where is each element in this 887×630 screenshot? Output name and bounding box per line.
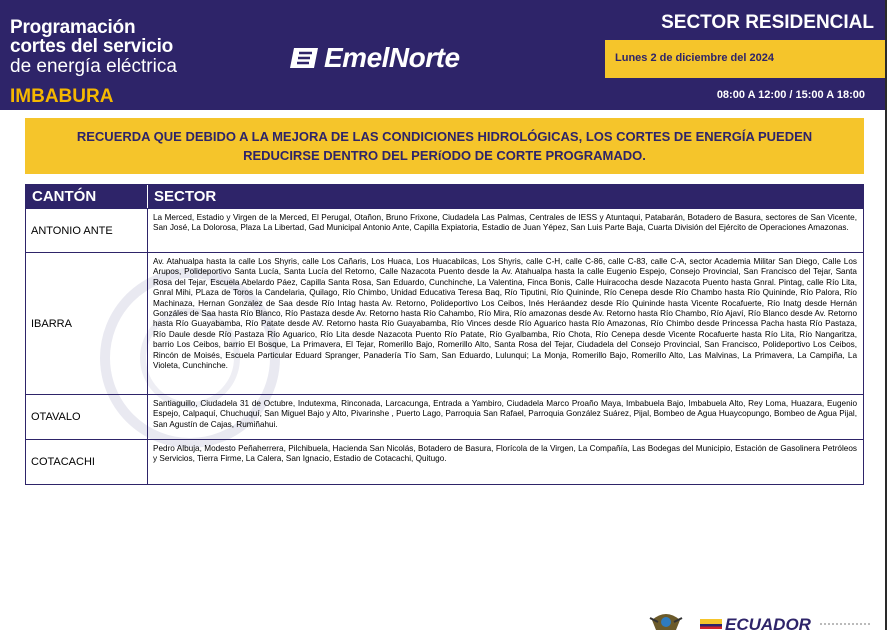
sector-cell: Santiaguillo, Ciudadela 31 de Octubre, Indutexma, Rinconada, Larcacunga, Entrada a Yambiro, Ciudadela Marco Proaño Maya, Imbabuela Bajo, Imbabuela Alto, Rey Loma, Huazara, Eugenio Espejo, Calpaquí, Chuchuquí, San Miguel Bajo y Alto, Pivarinshe , Puerto Lago, Parroquia San Rafael, Parroquia González Suárez, Pijal, Bombeo de Agua Huaycopungo, Bombeo de Agua Pijal, San Agustín de Cajas, Rumiñahui. bbox=[153, 399, 857, 429]
notice-banner bbox=[25, 118, 864, 174]
notice-text: RECUERDA QUE DEBIDO A LA MEJORA DE LAS CONDICIONES HIDROLÓGICAS, LOS CORTES DE ENERGÍA PUEDEN REDUCIRSE DENTRO DEL PERíODO DE CORTE PROGRAMADO. bbox=[76, 129, 813, 163]
table-row bbox=[26, 439, 863, 484]
brand-name: EmelNorte bbox=[324, 42, 460, 73]
emelnorte-logo bbox=[290, 42, 460, 74]
canton-cell: COTACACHI bbox=[26, 440, 148, 484]
ecuador-brand-text: ECUADOR bbox=[725, 615, 811, 630]
table-row bbox=[26, 394, 863, 439]
date-label: Lunes 2 de diciembre del 2024 bbox=[605, 40, 887, 78]
sector-cell: Pedro Albuja, Modesto Peñaherrera, Pilchibuela, Hacienda San Nicolás, Botadero de Basura, Florícola de la Virgen, La Compañía, Las Bodegas del Municipio, Estación de Gasolinera Petróleos y Servicios, Tierra Firme, La Calera, San Ignacio, Estadio de Cotacachi, Quitugo. bbox=[153, 444, 857, 464]
column-header-sector: SECTOR bbox=[154, 188, 217, 205]
schedule-title bbox=[10, 18, 177, 76]
table-header bbox=[26, 185, 863, 208]
canton-cell: ANTONIO ANTE bbox=[26, 209, 148, 252]
canton-cell: OTAVALO bbox=[26, 395, 148, 439]
column-header-canton: CANTÓN bbox=[26, 185, 148, 208]
header-banner bbox=[0, 0, 887, 110]
table-row bbox=[26, 208, 863, 252]
province-label: IMBABURA bbox=[10, 86, 114, 107]
sector-cell: La Merced, Estadio y Virgen de la Merced, El Perugal, Otañon, Bruno Frixone, Ciudadela Las Palmas, Centrales de IESS y Atuntaqui, Patabarán, Botadero de Basura, sectores de San Vicente, San José, La Dolorosa, Plaza La Libertad, Gad Municipal Antonio Ante, Capilla Expiatoria, Estadio de Juan Yépez, San Luis Parte Baja, Cuarta División del Ejército de Operaciones Amazonas. bbox=[153, 213, 857, 233]
title-line-3: de energía eléctrica bbox=[10, 56, 177, 77]
title-line-1: Programación bbox=[10, 17, 136, 38]
canton-cell: IBARRA bbox=[26, 253, 148, 394]
ecuador-flag-icon bbox=[700, 619, 722, 629]
ecuador-logo bbox=[700, 615, 811, 630]
sector-cell: Av. Atahualpa hasta la calle Los Shyris, calle Los Cañaris, Los Huaca, Los Huacabilcas, Los Shyris, calle C-H, calle C-86, calle C-83, calle C-A, sector Academia Militar San Diego, Calle Los Arupos, Polideportivo Santa Lucía, Santa Lucía del Retorno, Calle Nazacota Puento desde la Av. Atahualpa hasta la calle Eugenio Espejo, Consejo Provincial, San Francisco del Tejar, Santa Rosa del Tejar, Escuela Abelardo Páez, Capilla Santa Rosa, San Eduardo, Cunchinche, La Valentina, Finca Bonis, Calle Huiracocha desde Nazacota Puento hasta Gnral. Pintag, calle Río Lita, Gnral Mihi, PLaza de Toros la Candelaria, Quilago, Río Chimbo, Unidad Educativa Teresa Baq, Río Tiputini, Río Quininde, Río Cenepa desde Río Chambo hasta Río Quininde, Río Palora, Río Machinaza, Hernan Gonzalez de Saa desde Río Intag hasta Av. Retorno, Polideportivo Los Ceibos, Inés Heráandez desde Río Quininde hasta Vicente Rocafuerte, Río Inatg desde Hernán Gonzáles de Saa hasta Río Blanco, Río Pastaza desde Av. Retorno hasta Río Cahambo, Río Mira, Río amazonas desde Av. Retorno hasta Río Chambo, Río Ajaví, Río Blanco desde Av. Retorno hasta Río Guayabamba, Río Patate desde AV. Retorno hasta Río Guayabamba, Río Vinces desde Río Aguarico hasta Río Amazonas, Río Chimbo desde Princessa Pacha hasta Río Pastaza, Río Daule desde Río Pastaza Río Aguarico, Río Lita desde Nazacota Puento Río Patate, Río Gyalbamba, Río Chota, Río Cenepa desde Vicente Rocafuerte hasta Río Lita, Río Nangaritza, barrio Los Ceibos, barrio El Bosque, La Primavera, El Tejar, Romerillo Bajo, Romerillo Alto, Santa Rosa del Tejar, Ciudadela del Consejo Provincial, San Francisco, Polideportivo Los Ceibos, Rincón de Moisés, Escuela Particular Eduard Spranger, Panadería Tío Sam, San Eduardo, Lulunqui; La Monja, Romerillo Bajo, Romerillo Alto, Las Malvinas, La Primavera, La Campiña, La Violeta, Cunchinche. bbox=[153, 257, 857, 371]
title-line-2: cortes del servicio bbox=[10, 36, 174, 57]
sector-table bbox=[25, 184, 864, 485]
sector-title: SECTOR RESIDENCIAL bbox=[661, 12, 874, 33]
table-row bbox=[26, 252, 863, 394]
time-range: 08:00 A 12:00 / 15:00 A 18:00 bbox=[716, 89, 865, 101]
footer-tagline-fragment bbox=[820, 623, 870, 627]
coat-of-arms-icon bbox=[648, 612, 684, 630]
emelnorte-logo-icon bbox=[290, 46, 320, 70]
